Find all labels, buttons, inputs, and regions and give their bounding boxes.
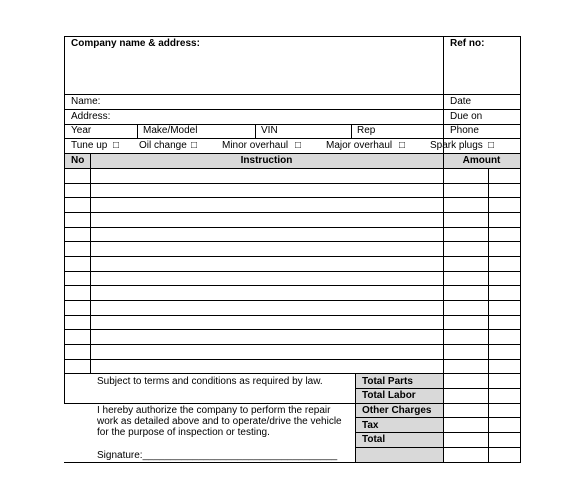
instruction-column-header: Instruction: [240, 155, 293, 166]
table-row-line: [64, 271, 521, 272]
terms-text: Subject to terms and conditions as required by law.: [97, 376, 323, 387]
table-row-line: [64, 359, 521, 360]
address-label: Address:: [71, 111, 111, 122]
other-charges-label: Other Charges: [362, 405, 432, 416]
table-row-line: [64, 285, 521, 286]
table-row-line: [64, 373, 521, 374]
border-top: [64, 36, 521, 37]
totals-row-line: [355, 388, 521, 389]
divider-vin: [351, 124, 352, 138]
tune-up-label: Tune up: [71, 140, 108, 151]
spark-plugs-label: Spark plugs: [430, 140, 483, 151]
make-label: Make/Model: [143, 125, 198, 136]
rule-table-header: [64, 168, 521, 169]
date-label: Date: [450, 96, 472, 107]
tax-label: Tax: [362, 420, 379, 431]
major-overhaul-label: Major overhaul: [326, 140, 393, 151]
tune-up-checkbox[interactable]: □: [113, 140, 120, 151]
rule-header-bottom: [64, 94, 521, 95]
table-row-line: [64, 256, 521, 257]
major-overhaul-checkbox[interactable]: □: [399, 140, 406, 151]
authorization-text: I hereby authorize the company to perform the repair work as detailed above and to operate/drive the vehicle for the purpose of inspection or testing.: [97, 405, 342, 438]
table-row-line: [64, 300, 521, 301]
divider-totals: [355, 373, 356, 462]
table-row-line: [64, 183, 521, 184]
total-labor-label: Total Labor: [362, 390, 416, 401]
rule-name: [64, 109, 521, 110]
no-column-header: No: [71, 155, 85, 166]
rule-services: [64, 153, 521, 154]
amount-column-header: Amount: [462, 155, 501, 166]
minor-overhaul-checkbox[interactable]: □: [295, 140, 302, 151]
signature-line: Signature:___________________________________: [97, 450, 338, 461]
divider-make: [255, 124, 256, 138]
rep-label: Rep: [357, 125, 376, 136]
divider-amount-inner: [488, 168, 489, 462]
rule-vehicle: [64, 138, 521, 139]
phone-label: Phone: [450, 125, 479, 136]
table-row-line: [64, 241, 521, 242]
spark-plugs-checkbox[interactable]: □: [488, 140, 495, 151]
divider-no: [90, 153, 91, 374]
table-row-line: [64, 197, 521, 198]
vin-label: VIN: [261, 125, 278, 136]
year-label: Year: [71, 125, 92, 136]
due-label: Due on: [450, 111, 483, 122]
oil-change-label: Oil change: [139, 140, 187, 151]
table-row-line: [64, 227, 521, 228]
company-label: Company name & address:: [71, 38, 200, 49]
table-row-line: [64, 315, 521, 316]
totals-row-line: [355, 417, 521, 418]
table-row-line: [64, 329, 521, 330]
totals-row-line: [355, 432, 521, 433]
border-left: [64, 36, 65, 403]
divider-amount: [443, 36, 444, 463]
border-right: [520, 36, 521, 463]
rule-terms-bottom: [64, 403, 521, 404]
ref-label: Ref no:: [450, 38, 485, 49]
oil-change-checkbox[interactable]: □: [191, 140, 198, 151]
name-label: Name:: [71, 96, 101, 107]
table-row-line: [64, 212, 521, 213]
divider-year: [137, 124, 138, 138]
border-bottom: [64, 462, 521, 463]
totals-row-line: [355, 447, 521, 448]
total-parts-label: Total Parts: [362, 376, 413, 387]
total-label: Total: [362, 434, 386, 445]
minor-overhaul-label: Minor overhaul: [222, 140, 289, 151]
table-row-line: [64, 344, 521, 345]
